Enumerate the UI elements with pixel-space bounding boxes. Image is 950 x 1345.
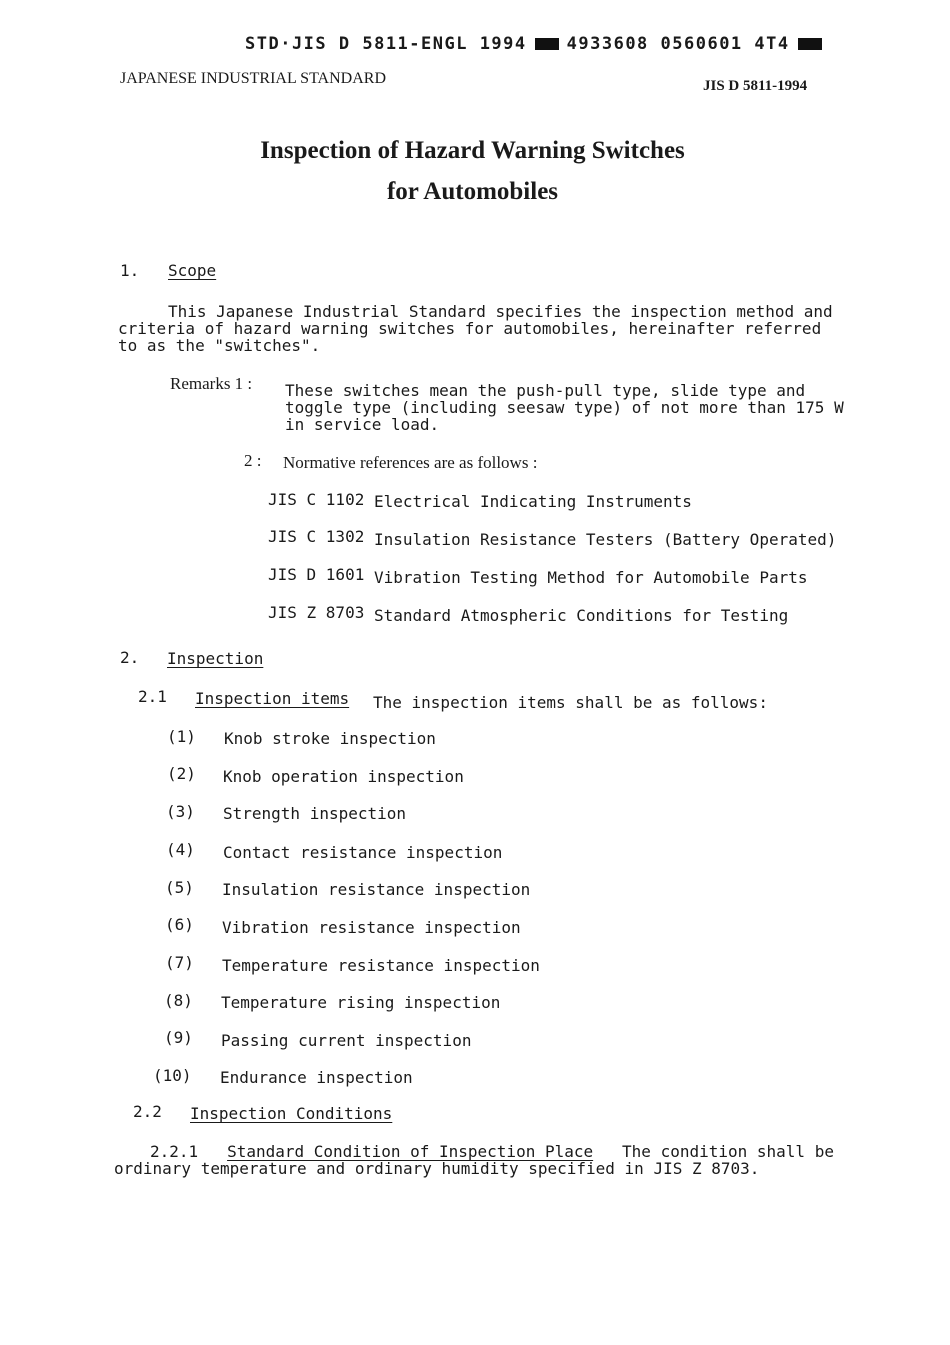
- list-item: Temperature resistance inspection: [222, 956, 540, 975]
- list-item-number: (5): [165, 878, 194, 897]
- section1-number: 1.: [120, 261, 140, 280]
- reference-title: Insulation Resistance Testers (Battery Operated): [374, 530, 837, 549]
- redaction-block-icon: [535, 38, 559, 50]
- subsection-2-2-1-text: The condition shall be ordinary temperature and ordinary humidity specified in JIS Z 8703.: [114, 1142, 834, 1178]
- remark-1: These switches mean the push-pull type, slide type and toggle type (including seesaw type) of not more than 175 W in service load.: [285, 381, 844, 434]
- list-item: Temperature rising inspection: [221, 993, 501, 1012]
- list-item-number: (9): [164, 1028, 193, 1047]
- standard-number: JIS D 5811-1994: [703, 78, 808, 94]
- list-item: Knob stroke inspection: [224, 729, 436, 748]
- list-item-number: (3): [166, 802, 195, 821]
- list-item: Insulation resistance inspection: [222, 880, 531, 899]
- list-item: Contact resistance inspection: [223, 843, 503, 862]
- reference-title: Electrical Indicating Instruments: [374, 492, 692, 511]
- list-item: Passing current inspection: [221, 1031, 472, 1050]
- subsection-2-2-1: [114, 1143, 834, 1177]
- list-item-number: (10): [153, 1066, 192, 1085]
- list-item-number: (8): [164, 991, 193, 1010]
- list-item-number: (2): [167, 764, 196, 783]
- list-item-number: (6): [165, 915, 194, 934]
- page-title-line1: Inspection of Hazard Warning Switches: [260, 137, 685, 164]
- section2-heading: Inspection: [167, 649, 264, 668]
- list-item: Endurance inspection: [220, 1068, 413, 1087]
- reference-code: JIS C 1102: [268, 490, 365, 509]
- subsection-2-1-text: The inspection items shall be as follows:: [373, 693, 768, 712]
- list-item-number: (7): [165, 953, 194, 972]
- doc-code-suffix: 4933608 0560601 4T4: [566, 34, 790, 54]
- redaction-block-icon: [798, 38, 822, 50]
- document-code-header: [245, 34, 830, 54]
- org-label: JAPANESE INDUSTRIAL STANDARD: [120, 70, 386, 87]
- subsection-2-1-heading: Inspection items: [195, 689, 350, 708]
- subsection-2-1-number: 2.1: [138, 687, 167, 706]
- section1-heading: Scope: [168, 261, 217, 280]
- subsection-2-2-heading: Inspection Conditions: [190, 1104, 393, 1123]
- page-title-line2: for Automobiles: [386, 178, 559, 205]
- list-item: Knob operation inspection: [223, 767, 464, 786]
- list-item-number: (1): [167, 727, 196, 746]
- section2-number: 2.: [120, 648, 140, 667]
- reference-title: Standard Atmospheric Conditions for Testing: [374, 606, 789, 625]
- subsection-2-2-number: 2.2: [133, 1102, 162, 1121]
- list-item: Vibration resistance inspection: [222, 918, 521, 937]
- reference-title: Vibration Testing Method for Automobile Parts: [374, 568, 808, 587]
- subsection-2-2-1-heading: Standard Condition of Inspection Place: [227, 1142, 594, 1161]
- subsection-2-2-1-number: 2.2.1: [150, 1142, 199, 1161]
- section1-body: This Japanese Industrial Standard specifies the inspection method and criteria of hazard warning switches for automobiles, hereinafter referred to as the "switches".: [118, 302, 833, 355]
- reference-code: JIS C 1302: [268, 527, 365, 546]
- list-item: Strength inspection: [223, 804, 407, 823]
- remarks-label: Remarks 1 :: [170, 374, 253, 393]
- list-item-number: (4): [166, 840, 195, 859]
- remark-2-label: 2 :: [244, 451, 262, 470]
- reference-code: JIS Z 8703: [268, 603, 365, 622]
- reference-code: JIS D 1601: [268, 565, 365, 584]
- remark-2: Normative references are as follows :: [283, 453, 538, 472]
- doc-code-prefix: STD·JIS D 5811-ENGL 1994: [245, 34, 527, 54]
